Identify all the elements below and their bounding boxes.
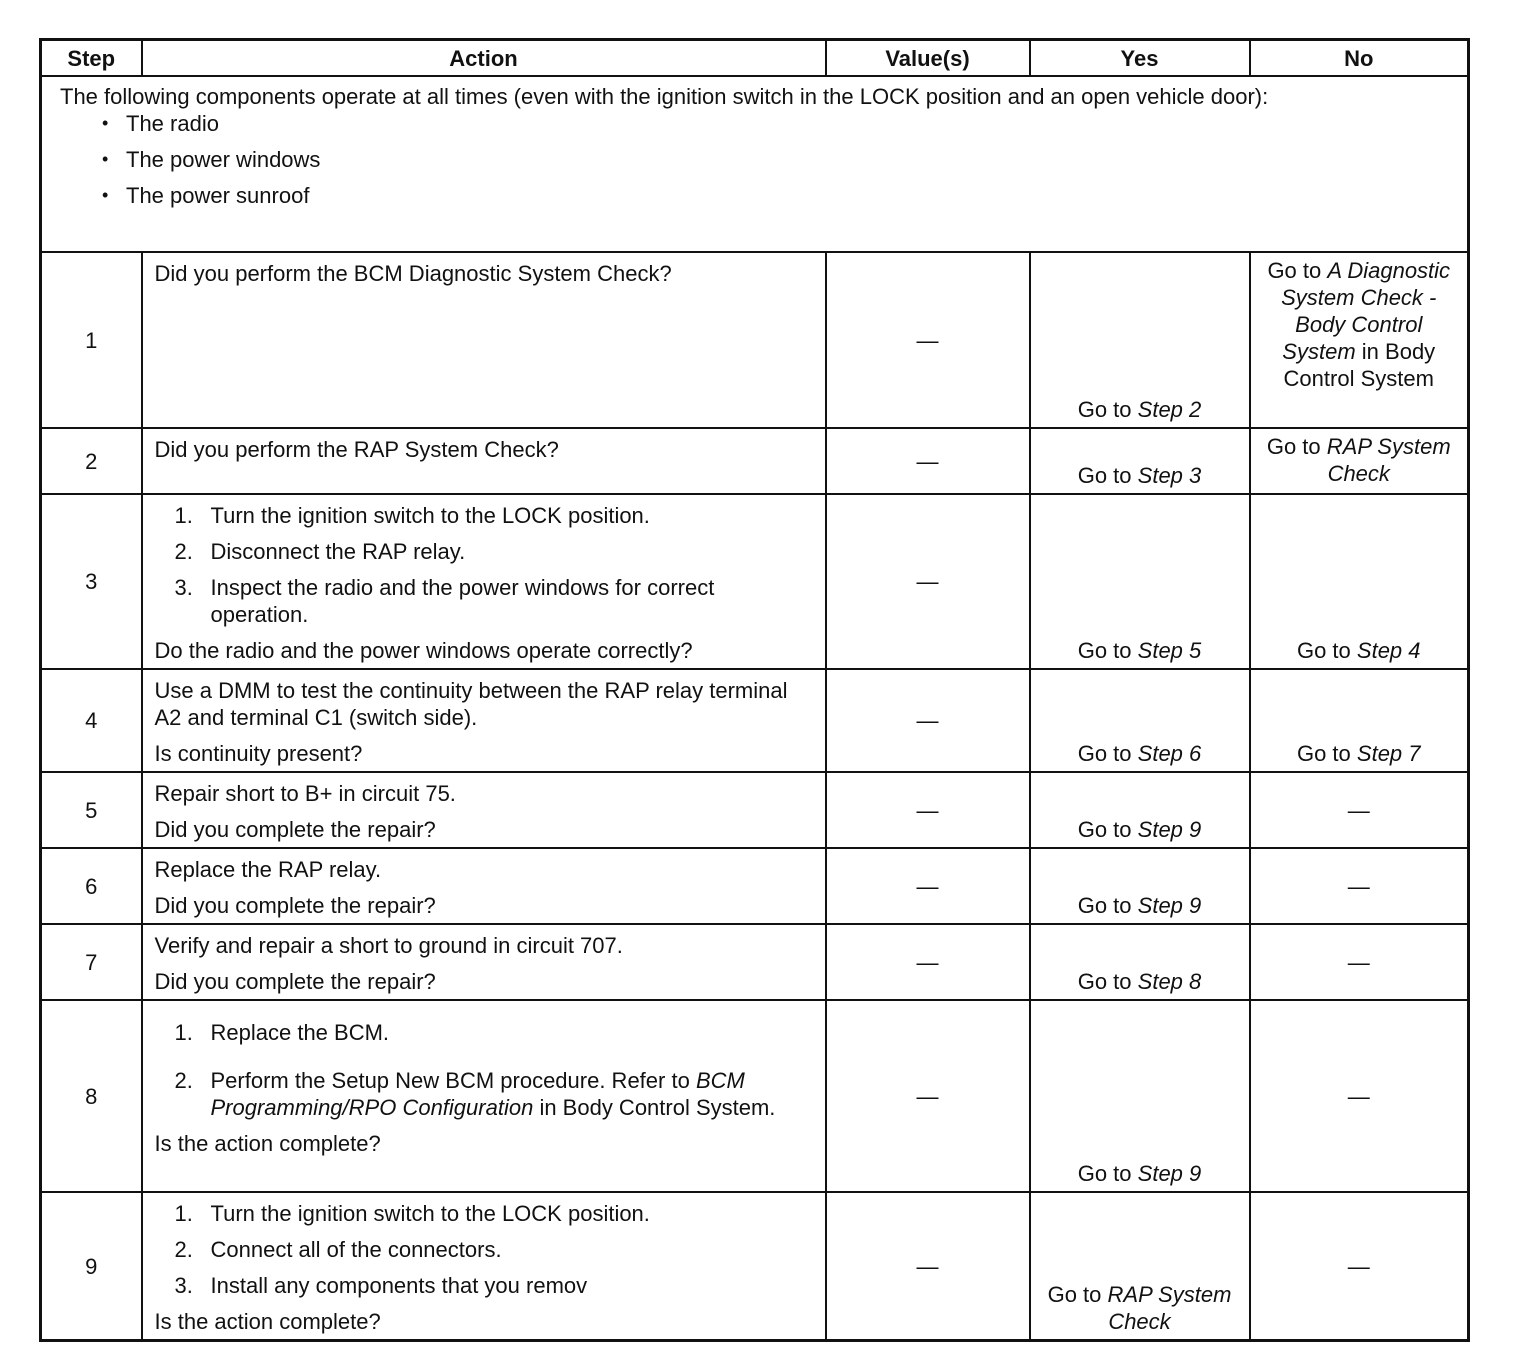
step-number: 1	[41, 252, 142, 428]
reference-link[interactable]: BCM Programming/RPO Configuration	[210, 1068, 745, 1120]
action-question: Did you complete the repair?	[154, 969, 436, 994]
header-values: Value(s)	[826, 40, 1030, 77]
value-cell: —	[826, 924, 1030, 1000]
action-step-text: Turn the ignition switch to the LOCK position.	[210, 1201, 650, 1226]
yes-cell[interactable]	[1030, 1192, 1250, 1341]
yes-link[interactable]: Step 5	[1137, 638, 1202, 663]
action-step-text: Replace the BCM.	[210, 1020, 390, 1045]
in-label: in	[1361, 339, 1379, 364]
action-text: Use a DMM to test the continuity between the RAP relay terminal A2 and terminal C1 (switch side).	[154, 678, 788, 730]
header-step: Step	[41, 40, 142, 77]
no-link[interactable]: Step 4	[1356, 638, 1421, 663]
yes-cell[interactable]	[1030, 669, 1250, 772]
action-step: 2. Disconnect the RAP relay.	[174, 539, 466, 564]
no-cell: —	[1250, 1000, 1469, 1192]
action-step: 3. Inspect the radio and the power windows for correct operation.	[174, 575, 715, 627]
go-to-label: Go to	[1077, 397, 1132, 422]
no-cell[interactable]	[1250, 494, 1469, 669]
action-step-text: Perform the Setup New BCM procedure. Refer to	[210, 1068, 690, 1093]
action-steps	[155, 1200, 815, 1299]
intro-text: The following components operate at all times (even with the ignition switch in the LOCK position and an open vehicle door):	[60, 84, 1269, 109]
go-to-label: Go to	[1296, 638, 1351, 663]
action-cell	[142, 1000, 826, 1192]
yes-link[interactable]: RAP System Check	[1107, 1282, 1232, 1334]
action-text: Verify and repair a short to ground in circuit 707.	[154, 933, 623, 958]
go-to-label: Go to	[1077, 969, 1132, 994]
no-cell[interactable]	[1250, 669, 1469, 772]
yes-cell[interactable]	[1030, 494, 1250, 669]
table-row-step-8	[41, 1000, 1469, 1192]
yes-cell[interactable]	[1030, 428, 1250, 494]
table-row-step-7	[41, 924, 1469, 1000]
action-text: Did you perform the BCM Diagnostic System Check?	[154, 261, 672, 286]
value-cell: —	[826, 428, 1030, 494]
action-step: 1. Turn the ignition switch to the LOCK position.	[174, 1201, 650, 1226]
action-step: 2. Connect all of the connectors.	[174, 1237, 502, 1262]
value-cell: —	[826, 669, 1030, 772]
go-to-label: Go to	[1077, 741, 1132, 766]
go-to-label: Go to	[1077, 638, 1132, 663]
action-steps	[155, 1019, 815, 1121]
table-row-step-6	[41, 848, 1469, 924]
intro-item-power-windows: • The power windows	[100, 146, 1451, 173]
action-cell	[142, 924, 826, 1000]
yes-link[interactable]: Step 9	[1137, 893, 1202, 918]
table-row-step-5	[41, 772, 1469, 848]
no-link[interactable]: Step 7	[1356, 741, 1421, 766]
action-step-text: in Body Control System.	[539, 1095, 776, 1120]
action-cell	[142, 428, 826, 494]
header-yes: Yes	[1030, 40, 1250, 77]
yes-link[interactable]: Step 9	[1137, 1161, 1202, 1186]
header-action: Action	[142, 40, 826, 77]
no-cell: —	[1250, 848, 1469, 924]
no-cell[interactable]	[1250, 428, 1469, 494]
go-to-label: Go to	[1266, 434, 1321, 459]
value-cell: —	[826, 848, 1030, 924]
intro-item-power-sunroof: • The power sunroof	[100, 182, 1451, 209]
value-cell: —	[826, 252, 1030, 428]
action-cell	[142, 494, 826, 669]
action-step: 1. Replace the BCM.	[174, 1020, 390, 1045]
no-cell[interactable]	[1250, 252, 1469, 428]
table-row-step-9	[41, 1192, 1469, 1341]
no-cell: —	[1250, 1192, 1469, 1341]
step-number: 7	[41, 924, 142, 1000]
action-question: Did you complete the repair?	[154, 817, 436, 842]
step-number: 3	[41, 494, 142, 669]
header-no: No	[1250, 40, 1469, 77]
go-to-label: Go to	[1047, 1282, 1102, 1307]
action-step-text: Turn the ignition switch to the LOCK position.	[210, 503, 650, 528]
yes-cell[interactable]	[1030, 848, 1250, 924]
yes-link[interactable]: Step 2	[1137, 397, 1202, 422]
yes-cell[interactable]	[1030, 772, 1250, 848]
no-link-suffix: Body Control System	[1283, 339, 1436, 391]
intro-item-radio: • The radio	[100, 110, 1451, 137]
step-number: 9	[41, 1192, 142, 1341]
value-cell: —	[826, 1000, 1030, 1192]
action-cell	[142, 848, 826, 924]
action-step-text: Install any components that you remov	[210, 1273, 588, 1298]
no-link[interactable]: RAP System Check	[1326, 434, 1451, 486]
action-text: Replace the RAP relay.	[154, 857, 382, 882]
value-cell: —	[826, 772, 1030, 848]
step-number: 4	[41, 669, 142, 772]
action-steps	[155, 502, 815, 628]
intro-list	[60, 110, 1451, 209]
action-step: 1. Turn the ignition switch to the LOCK position.	[174, 503, 650, 528]
yes-link[interactable]: Step 3	[1137, 463, 1202, 488]
action-cell	[142, 772, 826, 848]
intro-cell	[41, 76, 1469, 252]
action-question: Is the action complete?	[154, 1309, 381, 1334]
no-link[interactable]: A Diagnostic System Check - Body Control System	[1281, 258, 1451, 364]
yes-cell[interactable]	[1030, 252, 1250, 428]
diagnostic-table	[39, 38, 1470, 1342]
value-cell: —	[826, 494, 1030, 669]
no-cell: —	[1250, 772, 1469, 848]
table-row-step-3	[41, 494, 1469, 669]
action-step-text: Inspect the radio and the power windows for correct operation.	[210, 575, 715, 627]
action-step: 3. Install any components that you remov	[174, 1273, 588, 1298]
step-number: 8	[41, 1000, 142, 1192]
go-to-label: Go to	[1267, 258, 1322, 283]
action-cell	[142, 669, 826, 772]
yes-link[interactable]: Step 6	[1137, 741, 1202, 766]
action-question: Is the action complete?	[154, 1131, 381, 1156]
action-question: Is continuity present?	[154, 741, 363, 766]
no-cell: —	[1250, 924, 1469, 1000]
go-to-label: Go to	[1077, 893, 1132, 918]
action-cell	[142, 1192, 826, 1341]
action-step: 2. Perform the Setup New BCM procedure. Refer to BCM Programming/RPO Configuration in Body Control System.	[174, 1068, 776, 1120]
step-number: 6	[41, 848, 142, 924]
go-to-label: Go to	[1077, 1161, 1132, 1186]
step-number: 5	[41, 772, 142, 848]
table-row-step-1	[41, 252, 1469, 428]
action-text: Repair short to B+ in circuit 75.	[154, 781, 456, 806]
header-row	[41, 40, 1469, 77]
yes-cell[interactable]	[1030, 924, 1250, 1000]
intro-row	[41, 76, 1469, 252]
yes-link[interactable]: Step 9	[1137, 817, 1202, 842]
action-question: Did you complete the repair?	[154, 893, 436, 918]
yes-link[interactable]: Step 8	[1137, 969, 1202, 994]
step-number: 2	[41, 428, 142, 494]
yes-cell[interactable]	[1030, 1000, 1250, 1192]
action-step-text: Connect all of the connectors.	[210, 1237, 502, 1262]
go-to-label: Go to	[1077, 463, 1132, 488]
action-cell	[142, 252, 826, 428]
go-to-label: Go to	[1077, 817, 1132, 842]
go-to-label: Go to	[1296, 741, 1351, 766]
table-row-step-2	[41, 428, 1469, 494]
value-cell: —	[826, 1192, 1030, 1341]
action-step-text: Disconnect the RAP relay.	[210, 539, 466, 564]
action-question: Do the radio and the power windows operate correctly?	[154, 638, 693, 663]
action-text: Did you perform the RAP System Check?	[154, 437, 559, 462]
table-row-step-4	[41, 669, 1469, 772]
